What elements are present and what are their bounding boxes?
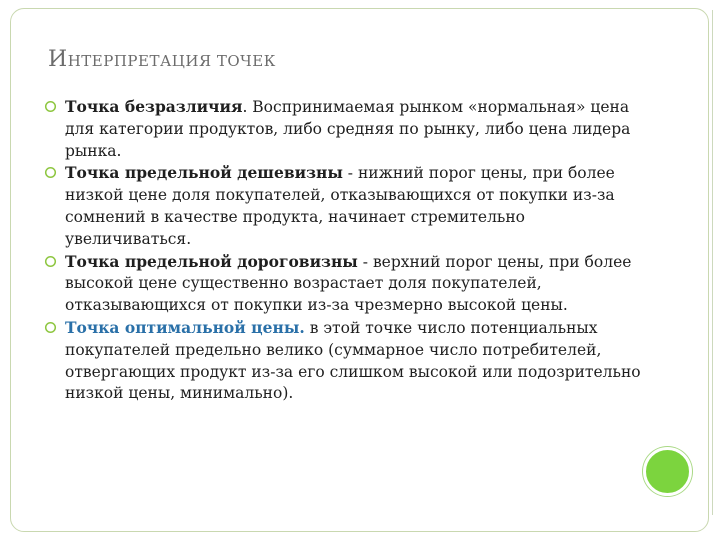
bullet-term: Точка безразличия — [65, 97, 243, 116]
bullet-term: Точка предельной дороговизны — [65, 251, 358, 271]
bullet-term: Точка предельной дешевизны — [65, 163, 343, 183]
bullet-item-marginal-expensiveness — [44, 251, 654, 317]
bullet-list — [44, 96, 654, 405]
bullet-text: в этой точке число потенциальных покупателей предельно велико (суммарное число потребителей, отвергающих продукт из-за его слишком высокой или подозрительно низкой цены, минимально). — [65, 318, 641, 403]
slide-title — [48, 47, 276, 72]
slide-side-line — [712, 10, 713, 515]
hollow-circle-icon — [44, 100, 57, 113]
bullet-term-highlighted: Точка оптимальной цены. — [65, 317, 305, 337]
slide-title-first-letter: И — [48, 47, 68, 72]
bullet-item-optimal-price — [44, 317, 654, 405]
bullet-text: нижний порог цены, при более низкой цене доля покупателей, отказывающихся от покупки из-за сомнений в качестве продукта, начинает стремительно увеличиваться. — [65, 164, 615, 248]
bullet-separator: - — [357, 252, 373, 271]
hollow-circle-icon — [44, 255, 57, 268]
bullet-text: верхний порог цены, при более высокой цене существенно возрастает доля покупателей, отказывающихся от покупки из-за чрезмерно высокой цены. — [65, 252, 632, 315]
bullet-separator: . — [242, 98, 253, 116]
hollow-circle-icon — [44, 321, 57, 334]
bullet-text: Воспринимаемая рынком «нормальная» цена для категории продуктов, либо средняя по рынку, либо цена лидера рынка. — [65, 98, 631, 160]
slide-title-rest: НТЕРПРЕТАЦИЯ ТОЧЕК — [67, 52, 276, 70]
green-circle-icon — [643, 447, 692, 496]
bullet-separator: - — [342, 164, 358, 183]
bullet-item-indifference — [44, 96, 654, 162]
bullet-item-marginal-cheapness — [44, 162, 654, 250]
hollow-circle-icon — [44, 166, 57, 179]
